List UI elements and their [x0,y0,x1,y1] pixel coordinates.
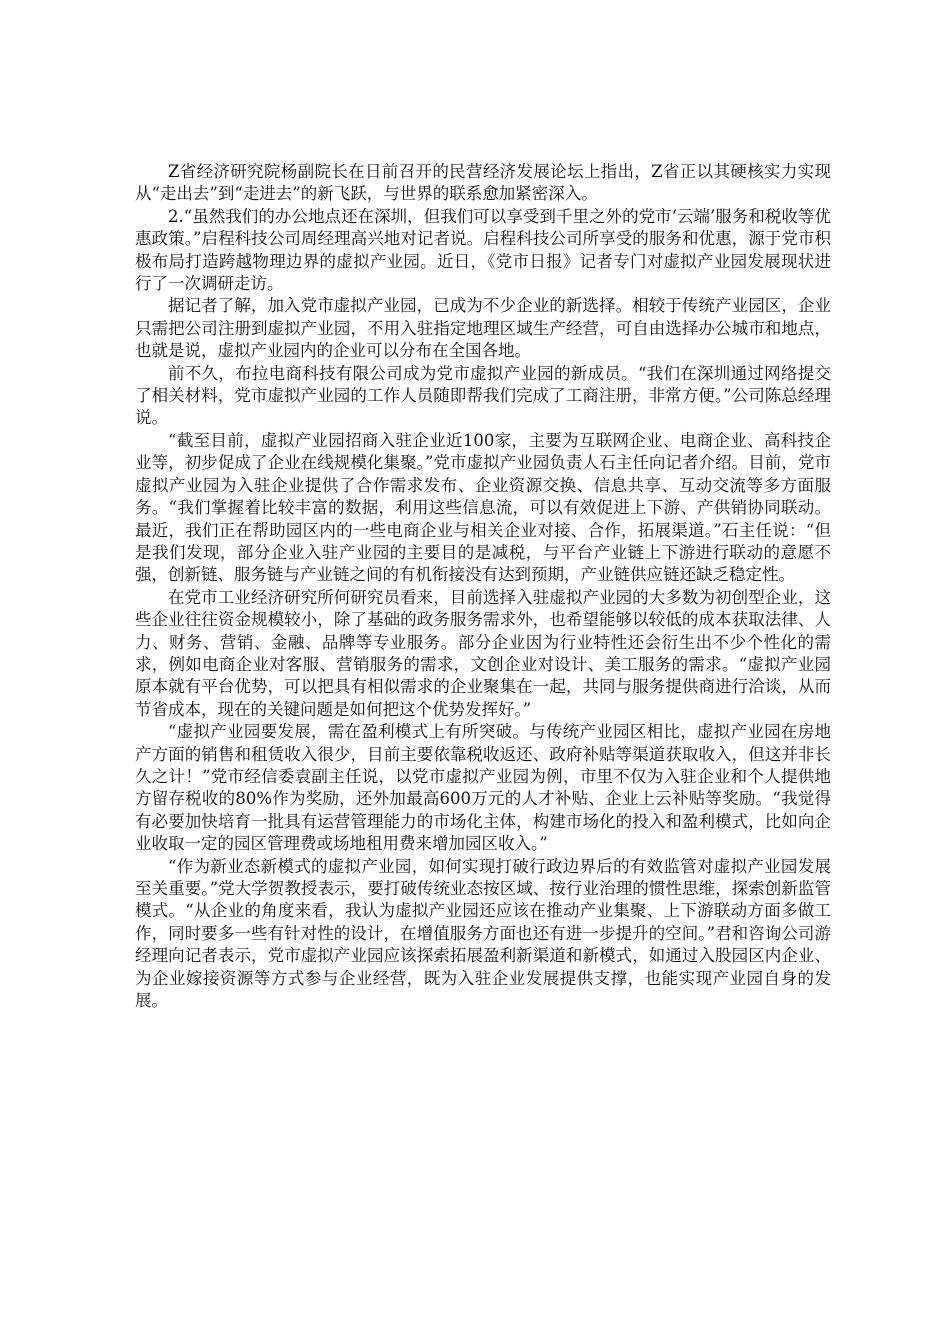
paragraph-2: 2.“虽然我们的办公地点还在深圳，但我们可以享受到千里之外的党市‘云端’服务和税收等优惠政策。”启程科技公司周经理高兴地对记者说。启程科技公司所享受的服务和优惠，源于党市积极布局打造跨越物理边界的虚拟产业园。近日，《党市日报》记者专门对虚拟产业园发展现状进行了一次调研走访。 [135,206,831,294]
paragraph-1: Z省经济研究院杨副院长在日前召开的民营经济发展论坛上指出，Z省正以其硬核实力实现从“走出去”到“走进去”的新飞跃，与世界的联系愈加紧密深入。 [135,162,831,204]
paragraph-7: “虚拟产业园要发展，需在盈利模式上有所突破。与传统产业园区相比，虚拟产业园在房地产方面的销售和租赁收入很少，目前主要依靠税收返还、政府补贴等渠道获取收入，但这并非长久之计！”党市经信委袁副主任说，以党市虚拟产业园为例，市里不仅为入驻企业和个人提供地方留存税收的80%作为奖励，还外加最高600万元的人才补贴、企业上云补贴等奖励。“我觉得有必要加快培育一批具有运营管理能力的市场化主体，构建市场化的投入和盈利模式，比如向企业收取一定的园区管理费或场地租用费来增加园区收入。” [135,722,831,854]
paragraph-6: 在党市工业经济研究所何研究员看来，目前选择入驻虚拟产业园的大多数为初创型企业，这些企业往往资金规模较小，除了基础的政务服务需求外，也希望能够以较低的成本获取法律、人力、财务、营销、金融、品牌等专业服务。部分企业因为行业特性还会衍生出不少个性化的需求，例如电商企业对客服、营销服务的需求，文创企业对设计、美工服务的需求。“虚拟产业园原本就有平台优势，可以把具有相似需求的企业聚集在一起，共同与服务提供商进行洽谈，从而节省成本，现在的关键问题是如何把这个优势发挥好。” [135,587,831,719]
article-body [135,161,831,1012]
paragraph-4: 前不久，布拉电商科技有限公司成为党市虚拟产业园的新成员。“我们在深圳通过网络提交了相关材料，党市虚拟产业园的工作人员随即帮我们完成了工商注册，非常方便。”公司陈总经理说。 [135,363,831,428]
paragraph-8: “作为新业态新模式的虚拟产业园，如何实现打破行政边界后的有效监管对虚拟产业园发展至关重要。”党大学贺教授表示，要打破传统业态按区域、按行业治理的惯性思维，探索创新监管模式。“从企业的角度来看，我认为虚拟产业园还应该在推动产业集聚、上下游联动方面多做工作，同时要多一些有针对性的设计，在增值服务方面也还有进一步提升的空间。”君和咨询公司游经理向记者表示，党市虚拟产业园应该探索拓展盈利新渠道和新模式，如通过入股园区内企业、为企业嫁接资源等方式参与企业经营，既为入驻企业发展提供支撑，也能实现产业园自身的发展。 [135,856,831,1011]
paragraph-5: “截至目前，虚拟产业园招商入驻企业近100家，主要为互联网企业、电商企业、高科技企业等，初步促成了企业在线规模化集聚。”党市虚拟产业园负责人石主任向记者介绍。目前，党市虚拟产业园为入驻企业提供了合作需求发布、企业资源交换、信息共享、互动交流等多方面服务。“我们掌握着比较丰富的数据，利用这些信息流，可以有效促进上下游、产供销协同联动。最近，我们正在帮助园区内的一些电商企业与相关企业对接、合作，拓展渠道。”石主任说：“但是我们发现，部分企业入驻产业园的主要目的是减税，与平台产业链上下游进行联动的意愿不强，创新链、服务链与产业链之间的有机衔接没有达到预期，产业链供应链还缺乏稳定性。 [135,430,831,585]
paragraph-3: 据记者了解，加入党市虚拟产业园，已成为不少企业的新选择。相较于传统产业园区，企业只需把公司注册到虚拟产业园，不用入驻指定地理区域生产经营，可自由选择办公城市和地点，也就是说，虚拟产业园内的企业可以分布在全国各地。 [135,296,831,361]
